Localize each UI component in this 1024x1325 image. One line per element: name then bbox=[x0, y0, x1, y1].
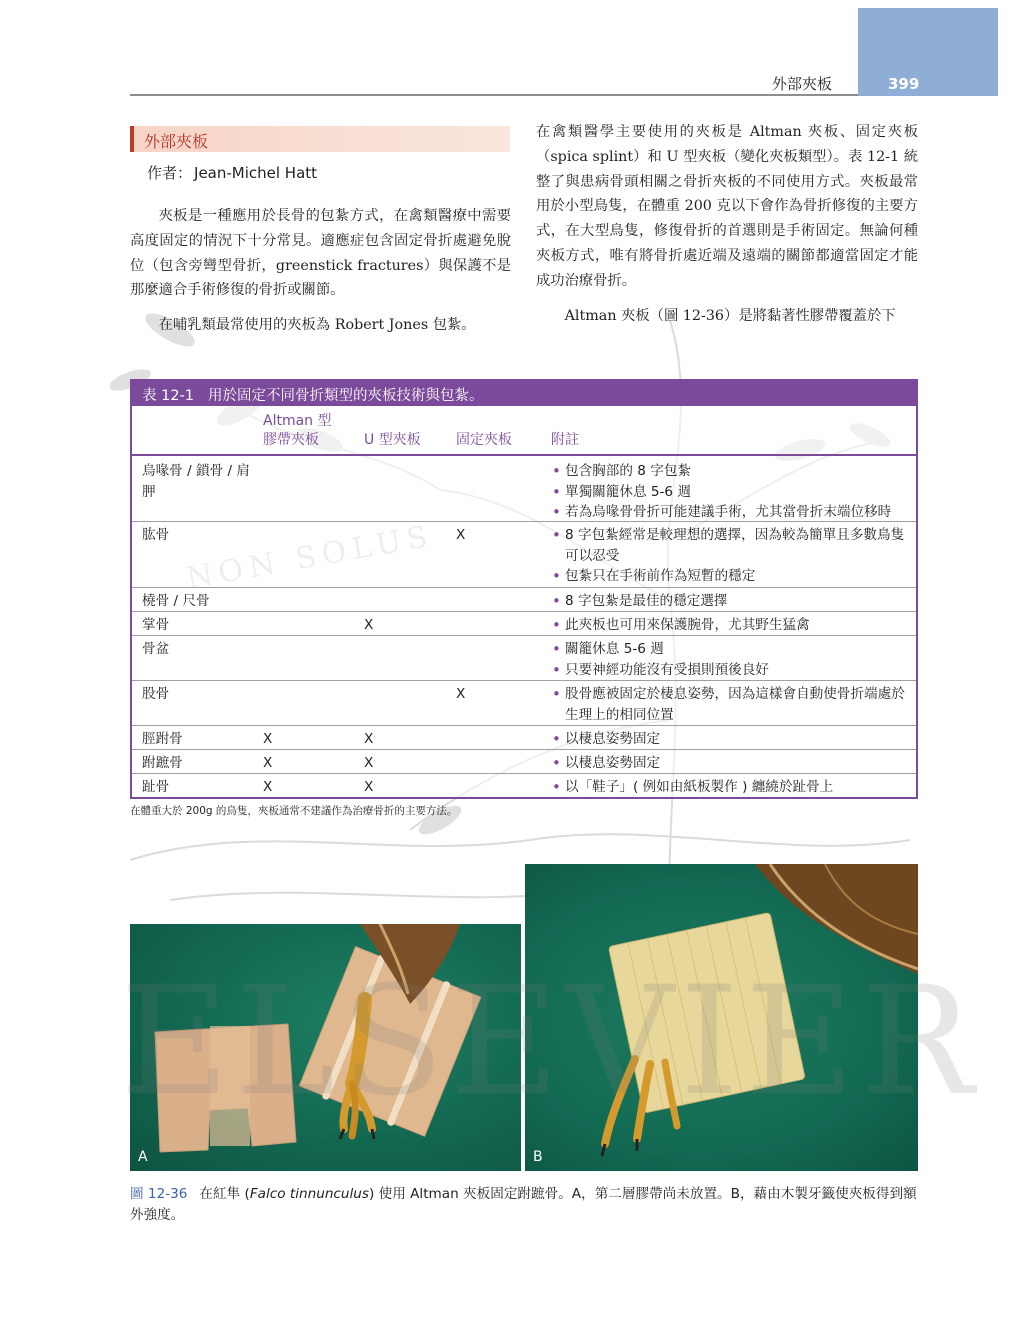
table-caption bbox=[132, 381, 916, 406]
bone-name: 股骨 bbox=[142, 686, 170, 702]
note-item: • 包含胸部的 8 字包紮 bbox=[551, 461, 913, 482]
note-item: • 以「鞋子」( 例如由紙板製作 ) 纏繞於趾骨上 bbox=[551, 777, 913, 798]
note-item: • 包紮只在手術前作為短暫的穩定 bbox=[551, 566, 913, 587]
altman-mark: X bbox=[263, 731, 273, 747]
notes-cell bbox=[551, 615, 913, 636]
bone-name: 跗蹠骨 bbox=[142, 755, 183, 771]
table-row bbox=[132, 612, 916, 636]
u-splint-mark: X bbox=[364, 755, 374, 771]
right-column-text bbox=[536, 120, 918, 328]
note-item: • 單獨關籠休息 5-6 週 bbox=[551, 482, 913, 503]
table-title: 用於固定不同骨折類型的夾板技術與包紮。 bbox=[208, 388, 484, 404]
section-heading-bar bbox=[130, 126, 510, 152]
photo-panel-b bbox=[525, 864, 918, 1171]
panel-b-label: B bbox=[533, 1149, 543, 1165]
header-notes: 附註 bbox=[551, 432, 579, 448]
header-u-splint: U 型夾板 bbox=[364, 432, 421, 448]
notes-cell bbox=[551, 525, 913, 587]
notes-cell bbox=[551, 461, 913, 523]
header-altman-line2: 膠帶夾板 bbox=[263, 432, 319, 448]
notes-cell bbox=[551, 777, 913, 798]
paragraph: 在哺乳類最常使用的夾板為 Robert Jones 包紮。 bbox=[158, 317, 476, 334]
figure-number: 圖 12-36 bbox=[130, 1186, 188, 1202]
table-row bbox=[132, 588, 916, 612]
u-splint-mark: X bbox=[364, 617, 374, 633]
fixed-splint-mark: X bbox=[456, 527, 466, 543]
note-item: • 若為烏喙骨骨折可能建議手術，尤其當骨折末端位移時 bbox=[551, 502, 913, 523]
table-row bbox=[132, 750, 916, 774]
left-column-text bbox=[130, 204, 511, 338]
caption-text-start: 在紅隼 ( bbox=[199, 1186, 250, 1202]
table-number: 表 12-1 bbox=[142, 388, 195, 404]
note-item: • 此夾板也可用來保護腕骨，尤其野生猛禽 bbox=[551, 615, 913, 636]
header-rule bbox=[130, 94, 858, 96]
splint-table bbox=[130, 379, 918, 799]
header-altman bbox=[263, 412, 332, 450]
author-line bbox=[145, 162, 317, 183]
bone-name: 掌骨 bbox=[142, 617, 170, 633]
bone-name: 烏喙骨 / 鎖骨 / 肩胛 bbox=[142, 463, 251, 500]
note-item: • 以棲息姿勢固定 bbox=[551, 729, 913, 750]
photo-a-illustration bbox=[130, 924, 521, 1171]
table-header-row bbox=[132, 408, 916, 456]
photo-panel-a bbox=[130, 924, 521, 1171]
notes-cell bbox=[551, 639, 913, 680]
author-label: 作者： bbox=[147, 164, 193, 182]
note-item: • 以棲息姿勢固定 bbox=[551, 753, 913, 774]
table-row bbox=[132, 681, 916, 726]
notes-cell bbox=[551, 729, 913, 750]
species-name: Falco tinnunculus bbox=[249, 1186, 369, 1202]
page-number: 399 bbox=[888, 75, 920, 93]
page-tab bbox=[858, 8, 998, 96]
paragraph: 在禽類醫學主要使用的夾板是 Altman 夾板、固定夾板（spica splint）和 U 型夾板（變化夾板類型）。表 12-1 統整了與患病骨頭相關之骨折夾板的不同使用方式。夾板最常用於小型鳥隻，在體重 200 克以下會作為骨折修復的主要方式，在大型鳥隻，修復骨折的首選則是手術固定。無論何種夾板方式，唯有將骨折處近端及遠端的關節都適當固定才能成功治療骨折。 bbox=[536, 124, 918, 289]
section-title: 外部夾板 bbox=[144, 132, 209, 151]
note-item: • 只要神經功能沒有受損則預後良好 bbox=[551, 660, 913, 681]
notes-cell bbox=[551, 591, 913, 612]
photo-b-illustration bbox=[525, 864, 918, 1171]
table-row bbox=[132, 636, 916, 681]
header-altman-line1: Altman 型 bbox=[263, 413, 332, 429]
table-row bbox=[132, 774, 916, 797]
altman-mark: X bbox=[263, 755, 273, 771]
note-item: • 股骨應被固定於棲息姿勢，因為這樣會自動使骨折端處於生理上的相同位置 bbox=[551, 684, 913, 725]
bone-name: 橈骨 / 尺骨 bbox=[142, 593, 210, 609]
author-name: Jean-Michel Hatt bbox=[194, 164, 318, 182]
u-splint-mark: X bbox=[364, 779, 374, 795]
bone-name: 趾骨 bbox=[142, 779, 170, 795]
table-row bbox=[132, 522, 916, 588]
bone-name: 肱骨 bbox=[142, 527, 170, 543]
panel-a-label: A bbox=[138, 1149, 148, 1165]
notes-cell bbox=[551, 753, 913, 774]
paragraph: 夾板是一種應用於長骨的包紮方式，在禽類醫療中需要高度固定的情況下十分常見。適應症包含固定骨折處避免脫位（包含旁彎型骨折，greenstick fractures）與保護不是那麼適合手術修復的骨折或關節。 bbox=[130, 208, 511, 299]
note-item: • 8 字包紮經常是較理想的選擇，因為較為簡單且多數鳥隻可以忍受 bbox=[551, 525, 913, 566]
note-item: • 關籠休息 5-6 週 bbox=[551, 639, 913, 660]
header-fixed-splint: 固定夾板 bbox=[456, 432, 512, 448]
u-splint-mark: X bbox=[364, 731, 374, 747]
figure-caption bbox=[130, 1184, 920, 1226]
running-head: 外部夾板 bbox=[772, 75, 833, 93]
altman-mark: X bbox=[263, 779, 273, 795]
table-row bbox=[132, 726, 916, 750]
bone-name: 脛跗骨 bbox=[142, 731, 183, 747]
caption-text-end: ) 使用 Altman 夾板固定跗蹠骨。A，第二層膠帶尚未放置。B，藉由木製牙籤使夾板得到額外強度。 bbox=[130, 1186, 917, 1223]
fixed-splint-mark: X bbox=[456, 686, 466, 702]
notes-cell bbox=[551, 684, 913, 725]
bone-name: 骨盆 bbox=[142, 641, 170, 657]
note-item: • 8 字包紮是最佳的穩定選擇 bbox=[551, 591, 913, 612]
table-row bbox=[132, 458, 916, 522]
table-footnote: 在體重大於 200g 的鳥隻，夾板通常不建議作為治療骨折的主要方法。 bbox=[130, 805, 458, 817]
paragraph: Altman 夾板（圖 12-36）是將黏著性膠帶覆蓋於下 bbox=[564, 307, 896, 324]
